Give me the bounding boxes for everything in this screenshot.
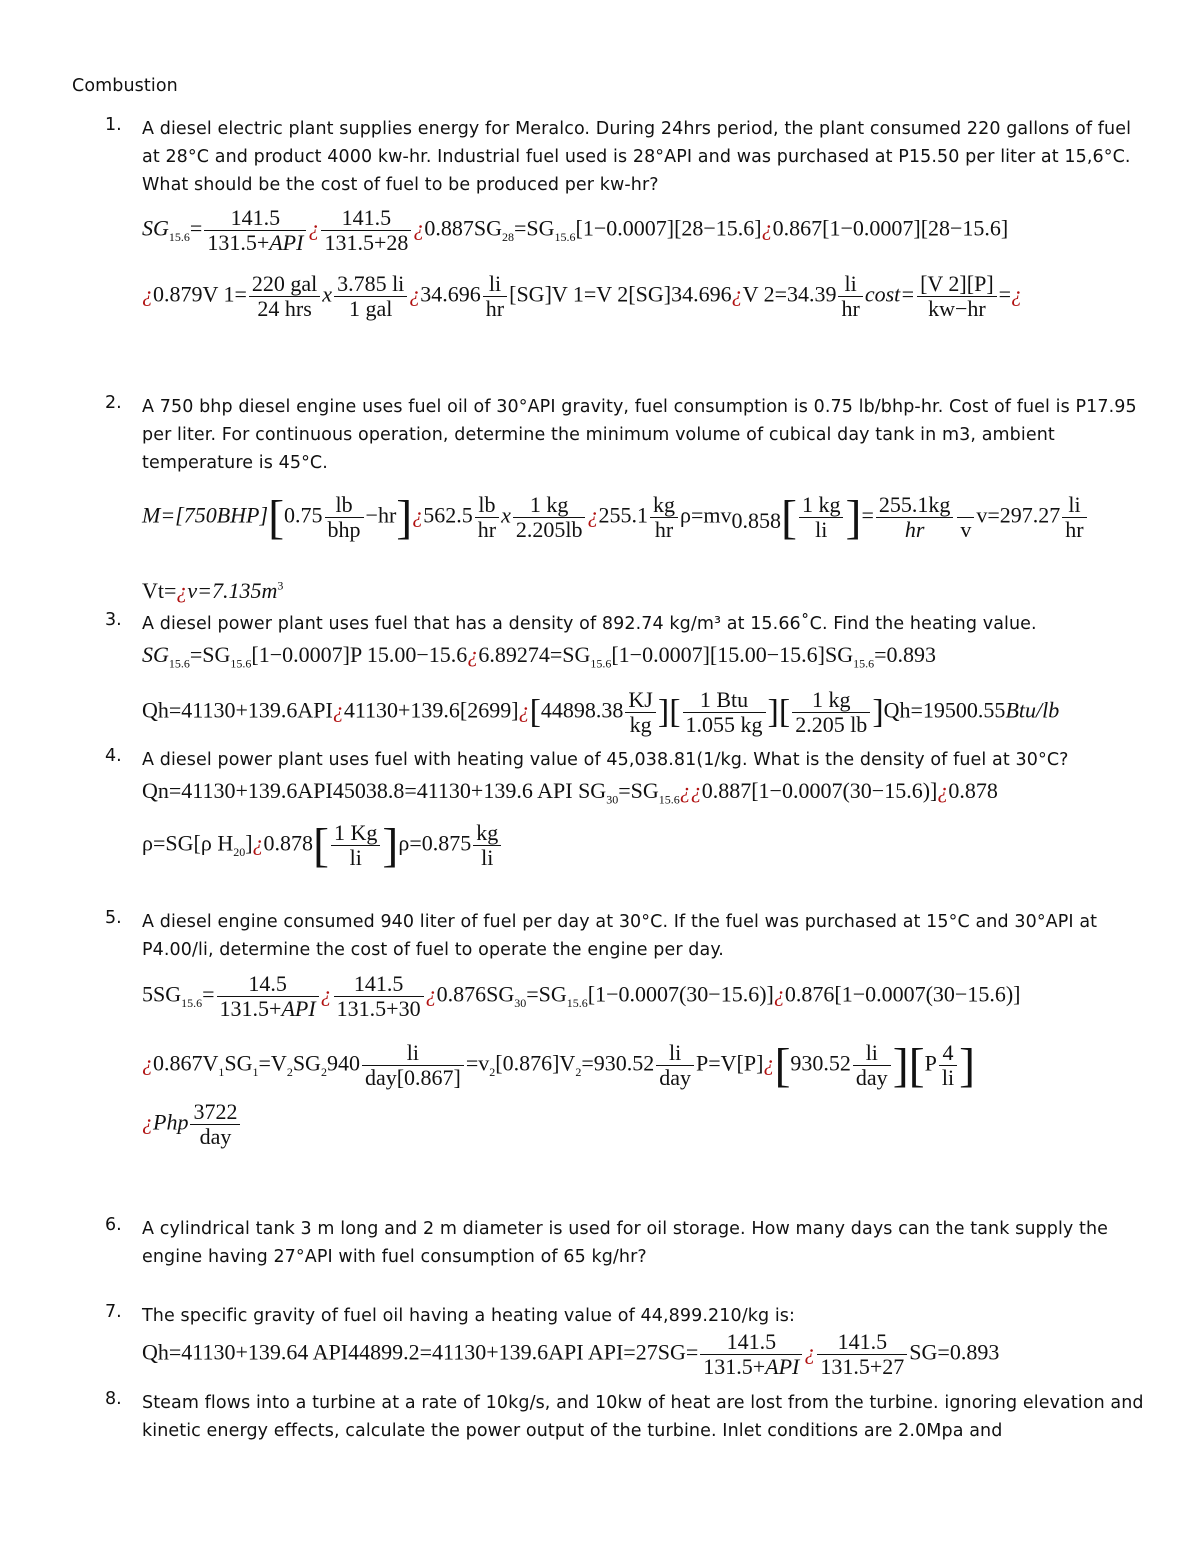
problem-2-equation-a: M=[750BHP][0.75 $\frac{lb}{\text{bhp}}$ −hr]¿562.5 $\frac{lb}{hr}$ x $\frac{1 kg}{2.205lb}$ ¿255.1 $\frac{kg}{hr}$ $\rho=mv_{0.858}$[ $\frac{1 kg}{li}$ ]= $\frac{255.1kg}{hr}$ v v=297.27 $\frac{li}{hr}$ bbox=[142, 490, 1089, 545]
problem-1-number: 1. bbox=[105, 115, 122, 135]
problem-2-text-line1: A 750 bhp diesel engine uses fuel oil of 30°API gravity, fuel consumption is 0.75 lb/bhp-hr. Cost of fuel is P17.95 bbox=[142, 397, 1137, 417]
problem-6-text-line1: A cylindrical tank 3 m long and 2 m diameter is used for oil storage. How many days can the tank supply the bbox=[142, 1219, 1109, 1239]
problem-2-number: 2. bbox=[105, 393, 122, 413]
page-title: Combustion bbox=[72, 76, 178, 96]
problem-8-text-line2: kinetic energy effects, calculate the power output of the turbine. Inlet conditions are 2.0Mpa and bbox=[142, 1421, 1003, 1441]
problem-3-equation-b: Qh=41130+139.6API¿41130+139.6[2699]¿[44898.38 $\frac{KJ}{kg}$ ][ $\frac{\text{1 Btu}}{1.055 kg}$ ][ $\frac{1 kg}{2.205 lb}$ ]Qh=19500.55Btu/lb bbox=[142, 687, 1060, 737]
problem-4-text: A diesel power plant uses fuel with heating value of 45,038.81(1/kg. What is the density of fuel at 30°C? bbox=[142, 750, 1069, 770]
problem-7-text: The specific gravity of fuel oil having a heating value of 44,899.210/kg is: bbox=[142, 1306, 796, 1326]
problem-1-equation-b: ¿0.879V 1= $\frac{\text{220 gal}}{\text{24 hrs}}$ x $\frac{3.785 li}{\text{1 gal}}$ ¿34.696 $\frac{li}{hr}$ [SG]V 1=V 2[SG]34.696¿V 2=34.39 $\frac{li}{hr}$ cost= $\frac{[V 2][P]}{kw-hr}$ =¿ bbox=[142, 271, 1023, 321]
problem-1-text-line1: A diesel electric plant supplies energy for Meralco. During 24hrs period, the plant consumed 220 gallons of fuel bbox=[142, 119, 1132, 139]
problem-2-text-line2: per liter. For continuous operation, determine the minimum volume of cubical day tank in m3, ambient bbox=[142, 425, 1055, 445]
problem-2-text-line3: temperature is 45°C. bbox=[142, 453, 328, 473]
problem-3-number: 3. bbox=[105, 610, 122, 630]
problem-5-equation-a: $5SG_{15.6}=$ $\frac{14.5}{\text{131.5+API}}$ ¿ $\frac{141.5}{131.5+30}$ ¿$0.876SG_{30}=SG_{15.6}[1-0.0007(30-15.6)]¿0.876[1-0.0007(30-15.6)]$ bbox=[142, 971, 1021, 1021]
problem-7-equation: Qh=41130+139.64 API44899.2=41130+139.6API API=27SG= $\frac{141.5}{\text{131.5+API}}$ ¿ $\frac{141.5}{131.5+27}$ SG=0.893 bbox=[142, 1329, 1000, 1379]
problem-1-equation-a: $SG_{15.6}=$ $\frac{141.5}{\text{131.5+API}}$ ¿ $\frac{141.5}{131.5+28}$ ¿$0.887SG_{28}=SG_{15.6}[1-0.0007][28-15.6]¿0.867[1-0.0007][28-15.6]$ bbox=[142, 205, 1009, 255]
problem-5-text-line1: A diesel engine consumed 940 liter of fuel per day at 30°C. If the fuel was purchased at 15°C and 30°API at bbox=[142, 912, 1098, 932]
problem-8-text-line1: Steam flows into a turbine at a rate of 10kg/s, and 10kw of heat are lost from the turbine. ignoring elevation and bbox=[142, 1393, 1144, 1413]
problem-4-equation-b: ρ=SG[ρ $H_{20}]¿0.878$[ $\frac{1 Kg}{li}$ ]ρ=0.875 $\frac{kg}{li}$ bbox=[142, 818, 503, 873]
problem-4-number: 4. bbox=[105, 746, 122, 766]
problem-6-text-line2: engine having 27°API with fuel consumption of 65 kg/hr? bbox=[142, 1247, 647, 1267]
problem-8-number: 8. bbox=[105, 1389, 122, 1409]
problem-1-text-line3: What should be the cost of fuel to be produced per kw-hr? bbox=[142, 175, 659, 195]
problem-5-equation-c: ¿Php $\frac{3722}{\text{day}}$ bbox=[142, 1100, 242, 1149]
problem-5-number: 5. bbox=[105, 908, 122, 928]
problem-5-text-line2: P4.00/li, determine the cost of fuel to operate the engine per day. bbox=[142, 940, 724, 960]
problem-3-equation-a: $SG_{15.6}=SG_{15.6}[1-0.0007]P$ $15.00-15.6¿6.89274=SG_{15.6}[1-0.0007][15.00-15.6]SG_{15.6}=0.893$ bbox=[142, 642, 937, 671]
problem-4-equation-a: Qn=41130+139.6API45038.8=41130+139.6 API $SG_{30}=SG_{15.6}¿¿0.887[1-0.0007(30-15.6)]¿0.878$ bbox=[142, 778, 998, 807]
problem-5-equation-b: ¿$0.867V_1SG_1=V_2SG_2940$ $\frac{li}{\text{day[0.867]}}$ $=v_2[0.876]V_2=930.52$ $\frac{li}{\text{day}}$ P=V[P]¿[930.52 $\frac{li}{\text{day}}$ ][P $\frac{4}{li}$ ] bbox=[142, 1039, 976, 1092]
problem-7-number: 7. bbox=[105, 1302, 122, 1322]
problem-1-text-line2: at 28°C and product 4000 kw-hr. Industrial fuel used is 28°API and was purchased at P15.50 per liter at 15,6°C. bbox=[142, 147, 1131, 167]
problem-3-text: A diesel power plant uses fuel that has a density of 892.74 kg/m³ at 15.66˚C. Find the heating value. bbox=[142, 614, 1037, 634]
problem-2-equation-b: $Vt=¿v=7.135m^3$ bbox=[142, 578, 284, 603]
problem-6-number: 6. bbox=[105, 1215, 122, 1235]
